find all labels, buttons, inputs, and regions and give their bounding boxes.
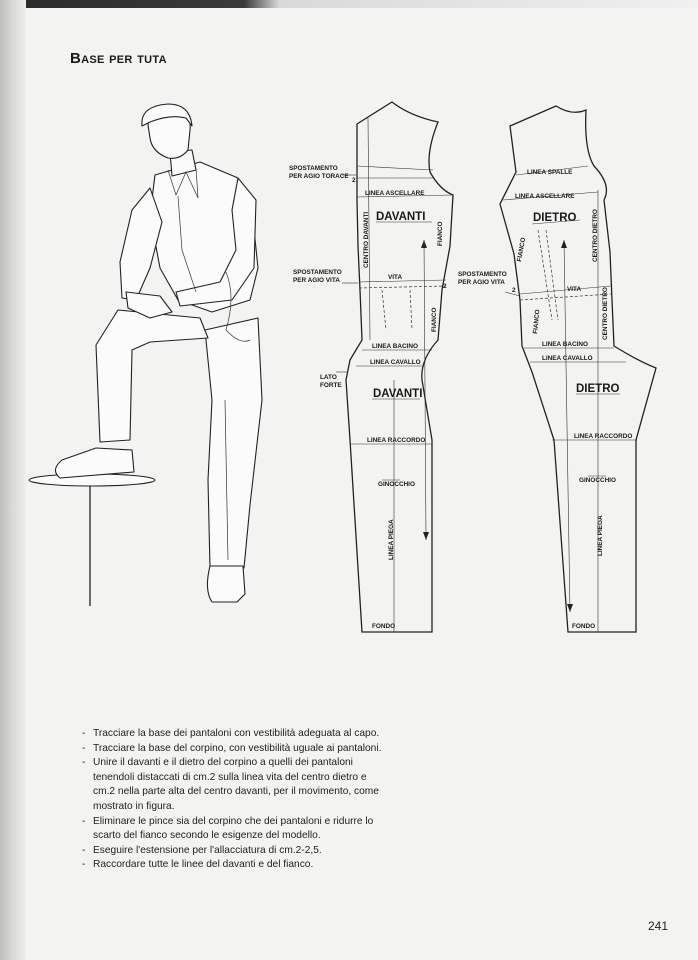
standing-leg: [205, 318, 262, 568]
front-lato-forte-l1: LATO: [320, 374, 337, 381]
front-spostamento-torace-l2: PER AGIO TORACE: [289, 173, 349, 180]
front-lato-forte-l2: FORTE: [320, 382, 342, 389]
instruction-item: - Tracciare la base del corpino, con vestibilità uguale ai pantaloni.: [82, 742, 382, 757]
back-centro-dietro-mid: CENTRO DIETRO: [602, 287, 609, 340]
back-linea-ascellare: LINEA ASCELLARE: [515, 193, 575, 200]
front-dart2: [382, 290, 386, 330]
back-pattern: [458, 106, 656, 632]
instruction-item: - Tracciare la base dei pantaloni con vestibilità adeguata al capo.: [82, 727, 382, 742]
back-fondo: FONDO: [572, 623, 596, 630]
front-centro-davanti: CENTRO DAVANTI: [363, 211, 370, 268]
back-dart1: [538, 230, 552, 320]
back-vita: VITA: [567, 286, 582, 293]
page-title: Base per tuta: [70, 50, 167, 67]
back-fianco-top: FIANCO: [516, 237, 528, 263]
back-vita-dash: [520, 294, 611, 300]
back-dietro-top: DIETRO: [533, 212, 577, 224]
front-mark-2-top: 2: [352, 177, 356, 184]
front-linea-ascellare: LINEA ASCELLARE: [365, 190, 425, 197]
instruction-list: [82, 727, 382, 873]
front-outline: [346, 102, 453, 632]
back-linea-piega: LINEA PIEGA: [597, 515, 604, 556]
front-fianco-top: FIANCO: [437, 221, 444, 246]
back-grain-arrow: [564, 240, 570, 612]
back-dietro-bottom: DIETRO: [576, 383, 620, 395]
page-number: 241: [648, 919, 669, 933]
back-linea-spalle: LINEA SPALLE: [527, 169, 573, 176]
back-spostamento-vita-l2: PER AGIO VITA: [458, 279, 505, 286]
instruction-item: - Eliminare le pince sia del corpino che dei pantaloni e ridurre lo scarto del fianco secondo le esigenze del modello.: [82, 815, 382, 844]
arm-left: [120, 188, 162, 300]
back-dart2: [546, 230, 558, 320]
front-spostamento-vita-l1: SPOSTAMENTO: [293, 269, 342, 276]
back-ginocchio: GINOCCHIO: [579, 477, 616, 484]
front-mark-2-mid: 2: [443, 283, 447, 290]
front-pattern: [289, 102, 453, 632]
back-linea-bacino: LINEA BACINO: [542, 341, 588, 348]
scan-top-edge: [0, 0, 698, 8]
shoe-left: [55, 448, 134, 478]
front-linea-bacino: LINEA BACINO: [372, 343, 418, 350]
instruction-item: - Raccordare tutte le linee del davanti e del fianco.: [82, 858, 382, 873]
front-spostamento-vita-l2: PER AGIO VITA: [293, 277, 340, 284]
front-fianco-mid: FIANCO: [431, 307, 438, 332]
front-spostamento-torace-l1: SPOSTAMENTO: [289, 165, 338, 172]
instruction-item: - Unire il davanti e il dietro del corpino a quelli dei pantaloni tenendoli distaccati di cm.2 sulla linea vita del centro dietro e cm.2 nella parte alta del centro davanti, per il movimento, come mostrato in figura.: [82, 756, 382, 814]
front-vita: VITA: [388, 274, 403, 281]
back-arrow-head-bottom: [567, 604, 573, 612]
front-arrow-head-top: [421, 240, 427, 248]
front-linea-cavallo: LINEA CAVALLO: [370, 359, 421, 366]
pattern-figure: [0, 90, 698, 650]
shoe-right: [207, 566, 245, 602]
back-spostamento-vita-l1: SPOSTAMENTO: [458, 271, 507, 278]
back-fianco-mid: FIANCO: [532, 309, 542, 335]
front-vita-line: [359, 280, 446, 282]
back-centro-dietro-top: CENTRO DIETRO: [592, 209, 599, 262]
raised-leg: [96, 310, 208, 442]
back-arrow-head-top: [561, 240, 567, 248]
front-davanti-bottom: DAVANTI: [373, 388, 423, 400]
man-illustration: [29, 104, 262, 606]
front-vita-dash: [359, 286, 446, 288]
front-linea-piega: LINEA PIEGA: [388, 519, 395, 560]
front-ginocchio: GINOCCHIO: [378, 481, 415, 488]
instruction-item: - Eseguire l'estensione per l'allacciatura di cm.2-2,5.: [82, 844, 382, 859]
front-fondo: FONDO: [372, 623, 396, 630]
back-linea-cavallo: LINEA CAVALLO: [542, 355, 593, 362]
back-mark-2: 2: [512, 287, 516, 294]
back-linea-raccordo: LINEA RACCORDO: [574, 433, 633, 440]
front-davanti-top: DAVANTI: [376, 211, 426, 223]
back-outline: [500, 106, 656, 632]
front-arrow-head-bottom: [423, 532, 429, 540]
front-linea-raccordo: LINEA RACCORDO: [367, 437, 426, 444]
front-dart1: [410, 290, 412, 330]
back-vita-line: [520, 286, 611, 294]
